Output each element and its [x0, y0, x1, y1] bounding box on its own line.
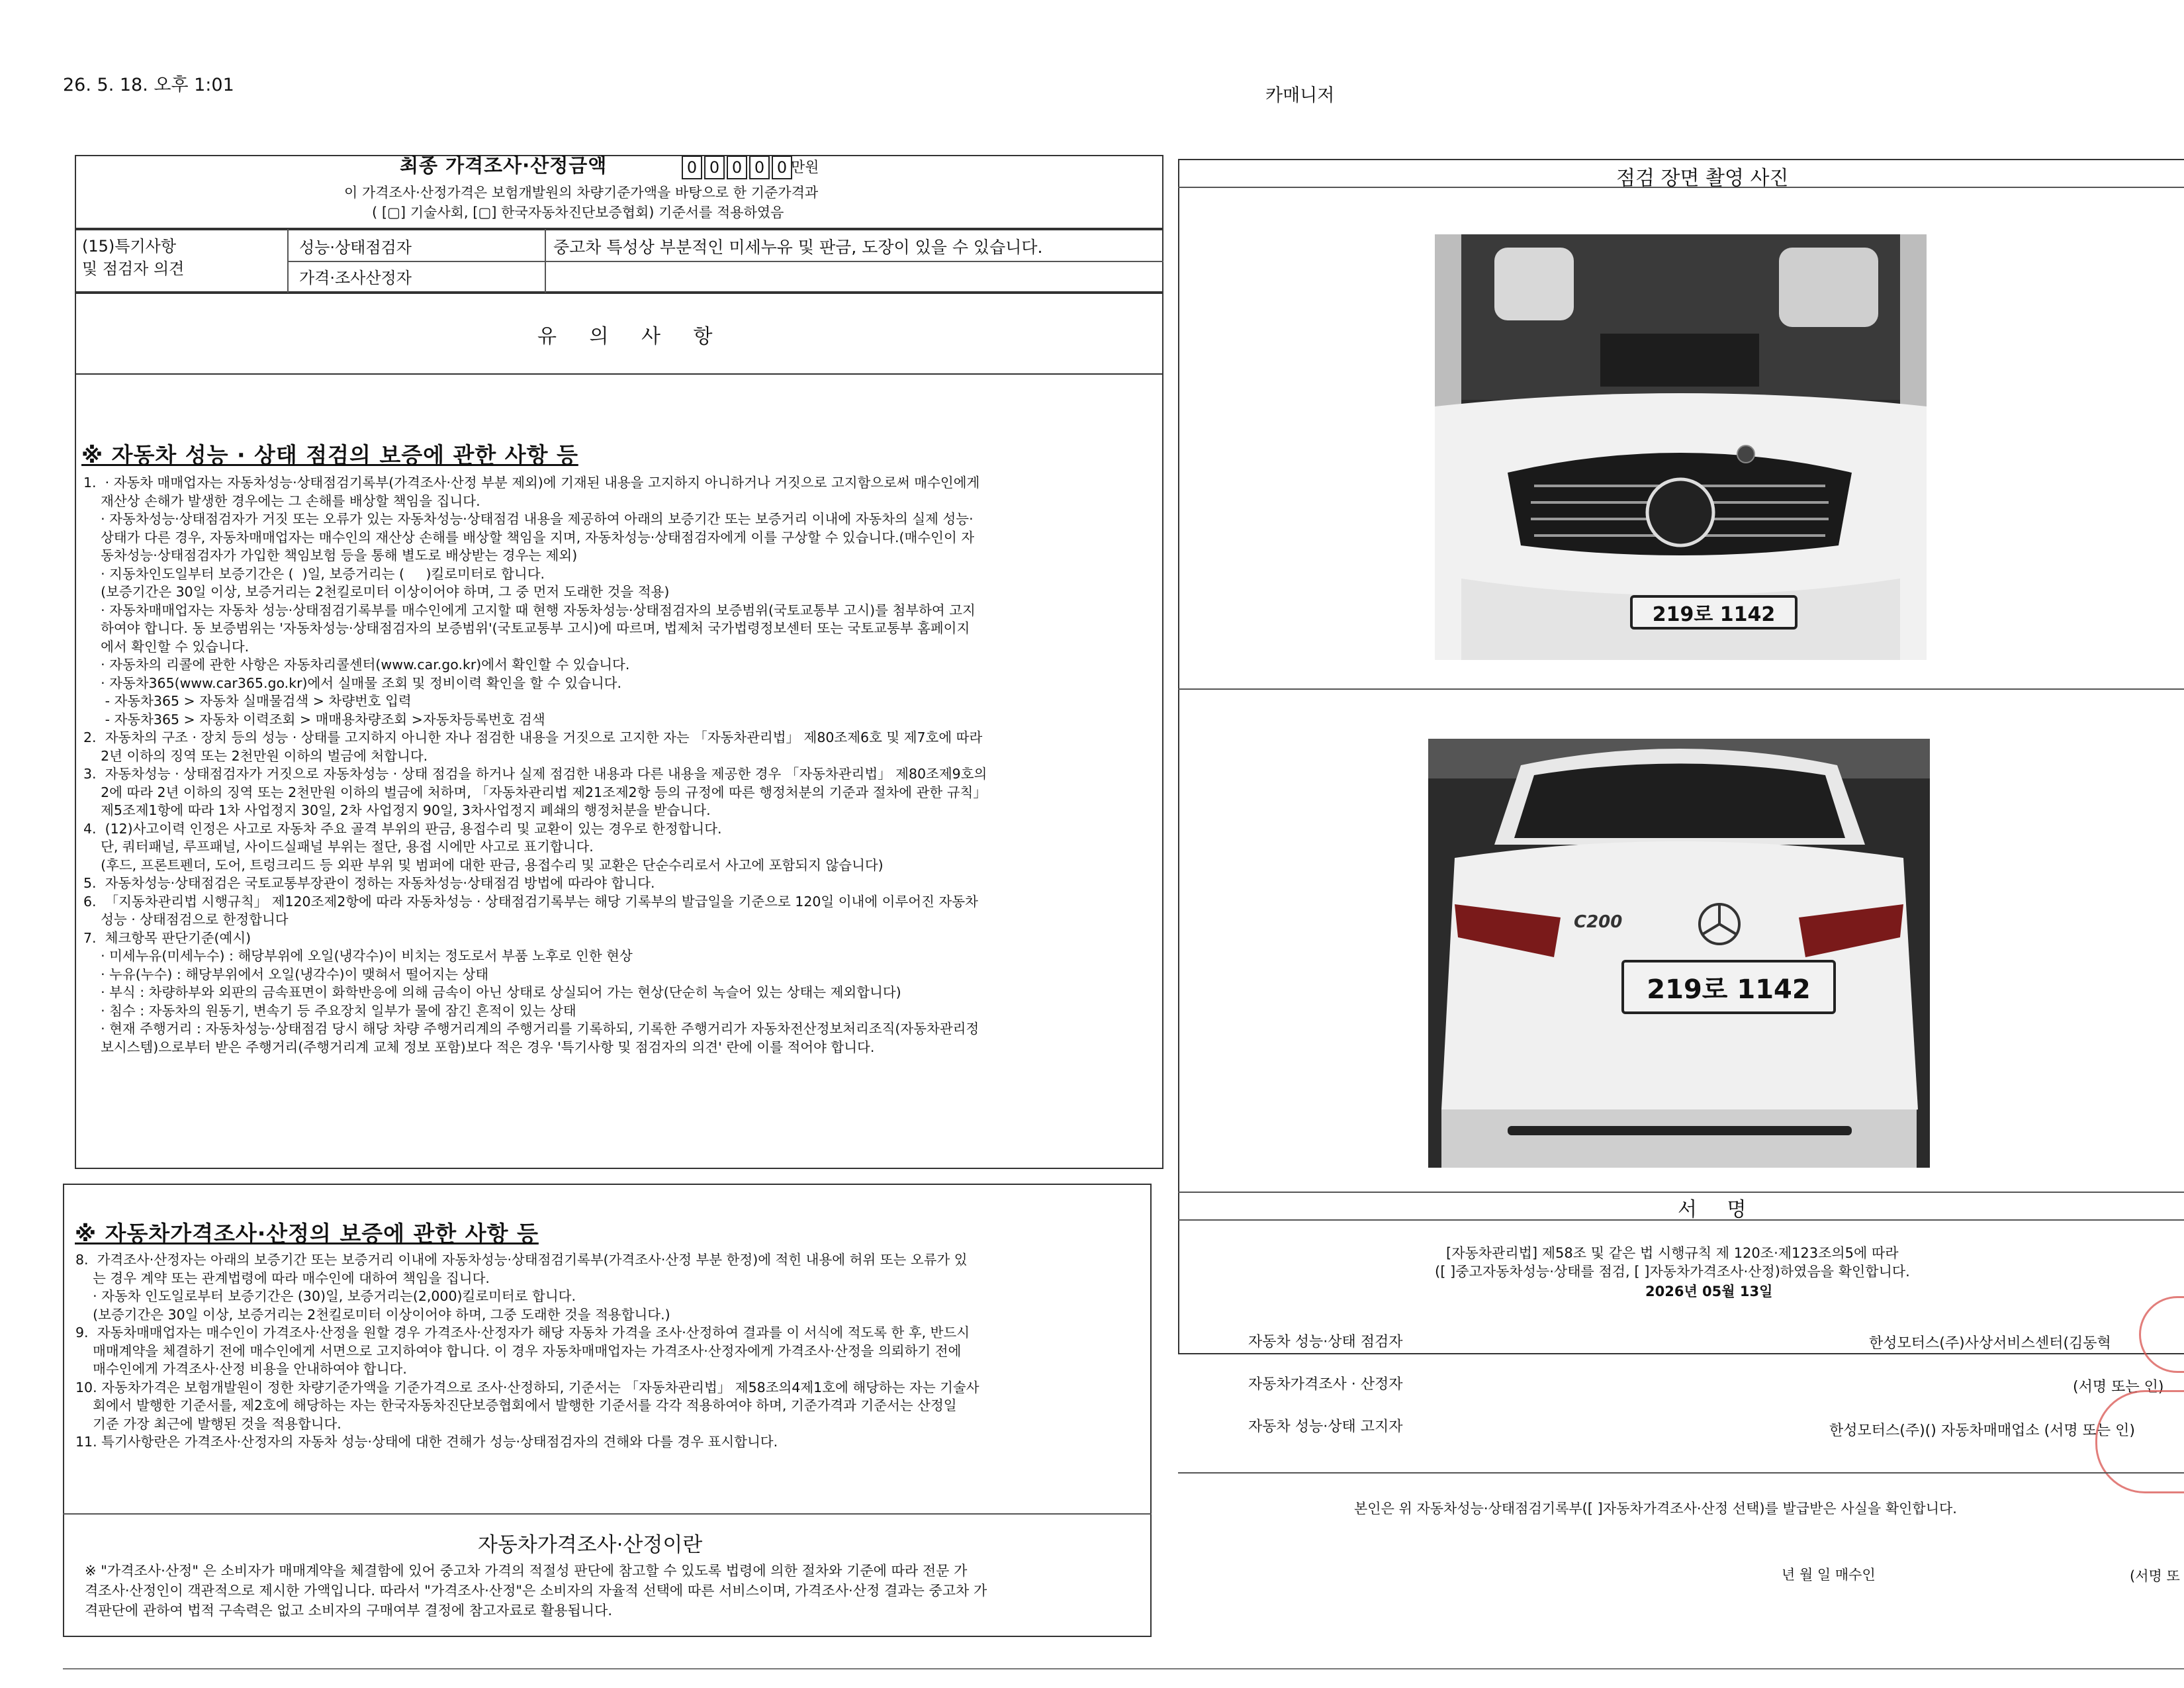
price-digit: 0 — [749, 156, 770, 179]
section2-title: ※ 자동차가격조사·산정의 보증에 관한 사항 등 — [75, 1221, 539, 1246]
section2-notes — [75, 1251, 1148, 1452]
note-line: 재산상 손해가 발생한 경우에는 그 손해를 배상할 책임을 집니다. — [83, 492, 480, 509]
note-line: (보증기간은 30일 이상, 보증거리는 2천킬로미터 이상이어야 하며, 그중 도래한 것을 적용합니다.) — [75, 1306, 670, 1323]
note-line: 기준 가장 최근에 발행된 것을 적용합니다. — [75, 1415, 341, 1432]
final-price-label: 최종 가격조사·산정금액 — [400, 154, 608, 177]
special-notes-label-1: (15)특기사항 — [82, 237, 177, 256]
sig-row-appraiser-value: (서명 또는 인) — [2073, 1379, 2164, 1395]
note-line: · 침수 : 자동차의 원동기, 변속기 등 주요장치 일부가 물에 잠긴 흔적이 있는 상태 — [83, 1002, 576, 1019]
price-desc-line2: ( [▢] 기술사회, [▢] 한국자동차진단보증협회) 기준서를 적용하였음 — [372, 205, 784, 220]
caution-title: 유 의 사 항 — [537, 325, 726, 348]
buyer-sign: (서명 또 — [2130, 1568, 2180, 1584]
note-line: - 자동차365 > 자동차 이력조회 > 매매용차량조회 >자동차등록번호 검색 — [83, 711, 545, 727]
special-notes-label-2: 및 점검자 의견 — [82, 259, 185, 278]
sig-row-inspector-label: 자동차 성능·상태 점검자 — [1248, 1334, 1403, 1350]
note-line: 1. · 자동차 매매업자는 자동차성능·상태점검기록부(가격조사·산정 부분 제외)에 기재된 내용을 고지하지 아니하거나 거짓으로 고지함으로써 매수인에게 — [83, 475, 980, 491]
buyer-date-line: 년 월 일 매수인 — [1782, 1567, 1876, 1583]
note-line: 8. 가격조사·산정자는 아래의 보증기간 또는 보증거리 이내에 자동차성능·상태점검기록부(가격조사·산정 부분 한정)에 적힌 내용에 허위 또는 오류가 있 — [75, 1252, 968, 1268]
law-line1: [자동차관리법] 제58조 및 같은 법 시행규칙 제 120조·제123조의5에 따라 — [1446, 1245, 1899, 1261]
law-line2: ([ ]중고자동차성능·상태를 점검, [ ]자동차가격조사·산정)하였음을 확인합니다. — [1435, 1264, 1910, 1280]
note-line: 에서 확인할 수 있습니다. — [83, 638, 250, 655]
note-line: · 부식 : 차량하부와 외판의 금속표면이 화학반응에 의해 금속이 아닌 상태로 상실되어 가는 현상(단순히 녹슬어 있는 상태는 제외합니다) — [83, 984, 901, 1000]
note-line: · 자동차365(www.car365.go.kr)에서 실매물 조회 및 정비이력 확인을 할 수 있습니다. — [83, 675, 622, 691]
note-line: 10. 자동차가격은 보험개발원이 정한 차량기준가액을 기준가격으로 조사·산정하되, 기준서는 「자동차관리법」 제58조의4제1호에 해당하는 자는 기술사 — [75, 1379, 979, 1395]
note-line: 회에서 발행한 기준서를, 제2호에 해당하는 자는 한국자동차진단보증협회에서 발행한 기준서를 각각 적용하여야 하며, 기준가격과 기준서는 산정일 — [75, 1397, 957, 1413]
note-line: 격판단에 관하여 법적 구속력은 없고 소비자의 구매여부 결정에 참고자료로 활용됩니다. — [85, 1603, 613, 1618]
buyer-confirm: 본인은 위 자동차성능·상태점검기록부([ ]자동차가격조사·산정 선택)를 발급받은 사실을 확인합니다. — [1354, 1501, 1957, 1517]
note-line: 2년 이하의 징역 또는 2천만원 이하의 벌금에 처합니다. — [83, 747, 428, 764]
sig-row-notifier-value: 한성모터스(주)() 자동차매매업소 (서명 또는 인) — [1829, 1423, 2136, 1439]
note-line: · 미세누유(미세누수) : 해당부위에 오일(냉각수)이 비치는 정도로서 부품 노후로 인한 현상 — [83, 948, 633, 964]
section1-title: ※ 자동차 성능 · 상태 점검의 보증에 관한 사항 등 — [81, 442, 578, 468]
photos-title: 점검 장면 촬영 사진 — [1616, 167, 1789, 190]
note-line: 매매계약을 체결하기 전에 매수인에게 서면으로 고지하여야 합니다. 이 경우 자동차매매업자는 가격조사·산정자에게 가격조사·산정을 의뢰하기 전에 — [75, 1342, 962, 1359]
price-digit: 0 — [727, 156, 747, 179]
inspector-label: 성능·상태점검자 — [299, 238, 412, 257]
print-datetime: 26. 5. 18. 오후 1:01 — [63, 75, 234, 95]
note-line: 상태가 다른 경우, 자동차매매업자는 매수인의 재산상 손해를 배상할 책임을 지며, 자동차성능·상태점검자에게 이를 구상할 수 있습니다.(매수인이 자 — [83, 529, 975, 545]
note-line: · 자동차성능·상태점검자가 거짓 또는 오류가 있는 자동차성능·상태점검 내용을 제공하여 아래의 보증기간 또는 보증거리 이내에 자동차의 실제 성능· — [83, 511, 974, 527]
note-line: 9. 자동차매매업자는 매수인이 가격조사·산정을 원할 경우 가격조사·산정자가 해당 자동차 가격을 조사·산정하여 결과를 이 서식에 적도록 한 후, 반드시 — [75, 1325, 970, 1340]
price-desc-line1: 이 가격조사·산정가격은 보험개발원의 차량기준가액을 바탕으로 한 기준가격과 — [344, 185, 819, 201]
print-title: 카매니저 — [1265, 85, 1335, 106]
front-plate: 219로 1142 — [1630, 595, 1797, 630]
note-line: 하여야 합니다. 동 보증범위는 '자동차성능·상태점검자의 보증범위'(국토교통부 고시)에 따르며, 법제처 국가법령정보센터 또는 국토교통부 홈페이지 — [83, 620, 970, 636]
note-line: 7. 체크항목 판단기준(예시) — [83, 929, 251, 946]
note-line: 11. 특기사항란은 가격조사·산정자의 자동차 성능·상태에 대한 견해가 성능·상태점검자의 견해와 다를 경우 표시합니다. — [75, 1434, 778, 1450]
note-line: 2에 따라 2년 이하의 징역 또는 2천만원 이하의 벌금에 처하며, 「자동차관리법 제21조제2항 등의 규정에 따른 행정처분의 기준과 절차에 관한 규칙」 — [83, 784, 987, 800]
note-line: 3. 자동차성능 · 상태점검자가 거짓으로 자동차성능 · 상태 점검을 하거나 실제 점검한 내용과 다른 내용을 제공한 경우 「자동차관리법」 제80조제9호의 — [83, 766, 987, 782]
note-line: 5. 자동차성능·상태점검은 국토교통부장관이 정하는 자동차성능·상태점검 방법에 따라야 합니다. — [83, 875, 655, 891]
rear-badge: C200 — [1574, 912, 1623, 932]
note-line: ※ "가격조사·산정" 은 소비자가 매매계약을 체결함에 있어 중고차 가격의 적절성 판단에 참고할 수 있도록 법령에 의한 절차와 기준에 따라 전문 가 — [85, 1563, 968, 1579]
note-line: · 자동차의 리콜에 관한 사항은 자동차리콜센터(www.car.go.kr)에서 확인할 수 있습니다. — [83, 657, 630, 673]
note-line: (보증기간은 30일 이상, 보증거리는 2천킬로미터 이상이어야 하며, 그 중 먼저 도래한 것을 적용) — [83, 584, 670, 600]
rear-plate: 219로 1142 — [1621, 960, 1836, 1014]
note-line: 성능 · 상태점검으로 한정합니다 — [83, 912, 289, 927]
note-line: 6. 「지동차관리법 시행규칙」 제120조제2항에 따라 자동차성능 · 상태점검기록부는 해당 기록부의 발급일을 기준으로 120일 이내에 이루어진 자동차 — [83, 893, 978, 910]
note-line: 는 경우 계약 또는 관계법령에 따라 매수인에 대하여 책임을 집니다. — [75, 1270, 490, 1286]
definition-title: 자동차가격조사·산정이란 — [478, 1533, 703, 1557]
note-line: · 현재 주행거리 : 자동차성능·상태점검 당시 해당 차량 주행거리계의 주행거리를 기록하되, 기록한 주행거리가 자동차전산정보처리조직(자동차관리정 — [83, 1021, 979, 1037]
stamp-seal-2 — [2095, 1390, 2184, 1493]
note-line: · 누유(누수) : 해당부위에서 오일(냉각수)이 맺혀서 떨어지는 상태 — [83, 966, 489, 982]
note-line: 4. (12)사고이력 인정은 사고로 자동차 주요 골격 부위의 판금, 용접수리 및 교환이 있는 경우로 한정합니다. — [83, 820, 722, 837]
rear-car-image — [1428, 739, 1930, 1168]
note-line: 매수인에게 가격조사·산정 비용을 안내하여야 합니다. — [75, 1361, 407, 1377]
note-line: 보시스템)으로부터 받은 주행거리(주행거리계 교체 정보 포함)보다 적은 경우 '특기사항 및 점검자의 의견' 란에 이를 적어야 합니다. — [83, 1039, 875, 1055]
note-line: 제5조제1항에 따라 1차 사업정지 30일, 2차 사업정지 90일, 3차사업정지 폐쇄의 행정처분을 받습니다. — [83, 802, 711, 818]
appraiser-label: 가격·조사산정자 — [299, 269, 412, 287]
sig-row-appraiser-label: 자동차가격조사 · 산정자 — [1248, 1376, 1403, 1393]
note-line: - 자동차365 > 자동차 실매물검색 > 차량번호 입력 — [83, 693, 412, 709]
sign-date: 2026년 05월 13일 — [1645, 1284, 1773, 1299]
note-line: 2. 자동차의 구조 · 장치 등의 성능 · 상태를 고지하지 아니한 자나 점검한 내용을 거짓으로 고지한 자는 「자동차관리법」 제80조제6호 및 제7호에 따라 — [83, 729, 983, 745]
front-photo — [1435, 234, 1927, 660]
note-line: 단, 쿼터패널, 루프패널, 사이드실패널 부위는 절단, 용접 시에만 사고로 표기합니다. — [83, 839, 594, 855]
rear-photo — [1428, 739, 1930, 1168]
note-line: · 자동차 인도일로부터 보증기간은 (30)일, 보증거리는(2,000)킬로미터로 합니다. — [75, 1288, 576, 1304]
price-digits — [682, 156, 792, 179]
price-unit: 만원 — [791, 160, 819, 176]
inspector-opinion: 중고차 특성상 부분적인 미세누유 및 판금, 도장이 있을 수 있습니다. — [553, 238, 1043, 257]
note-line: (후드, 프론트펜더, 도어, 트렁크리드 등 외판 부위 및 범퍼에 대한 판금, 용접수리 및 교환은 단순수리로서 사고에 포함되지 않습니다) — [83, 857, 884, 873]
price-digit: 0 — [772, 156, 792, 179]
sig-row-notifier-label: 자동차 성능·상태 고지자 — [1248, 1419, 1403, 1435]
sig-row-inspector-value: 한성모터스(주)사상서비스센터(김동혁 — [1869, 1335, 2111, 1352]
note-line: 격조사·산정인이 객관적으로 제시한 가액입니다. 따라서 "가격조사·산정"은 소비자의 자율적 선택에 따른 서비스이며, 가격조사·산정 결과는 중고차 가 — [85, 1583, 987, 1599]
section1-notes — [83, 474, 1156, 1056]
price-digit: 0 — [682, 156, 702, 179]
price-digit: 0 — [704, 156, 725, 179]
note-line: · 자동차매매업자는 자동차 성능·상태점검기록부를 매수인에게 고지할 때 현행 자동차성능·상태점검자의 보증범위(국토교통부 고시)를 첨부하여 고지 — [83, 602, 976, 618]
definition-text — [85, 1561, 1144, 1620]
note-line: 동차성능·상태점검자가 가입한 책임보험 등을 통해 별도로 배상받는 경우는 제외) — [83, 547, 578, 563]
signature-title: 서 명 — [1678, 1198, 1758, 1221]
note-line: · 지동차인도일부터 보증기간은 ( )일, 보증거리는 ( )킬로미터로 합니다. — [83, 565, 545, 582]
